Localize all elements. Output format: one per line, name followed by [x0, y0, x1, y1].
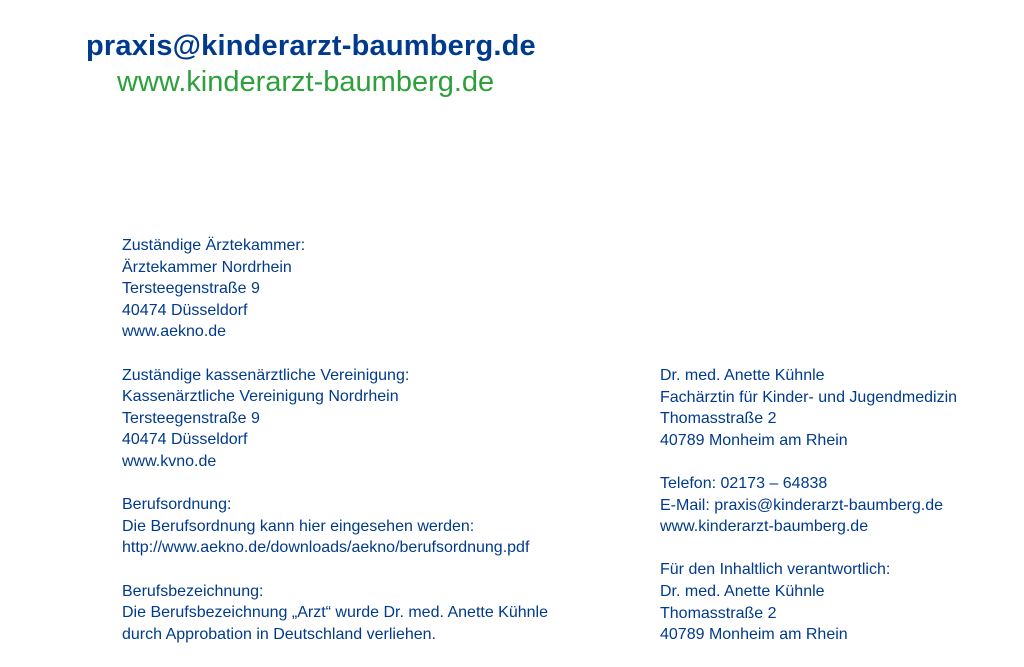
kv-title: Zuständige kassenärztliche Vereinigung:: [122, 366, 410, 384]
practice-block: [660, 365, 957, 451]
practice-specialty: Fachärztin für Kinder- und Jugendmedizin: [660, 388, 958, 406]
left-column: [122, 235, 548, 667]
contact-email-link[interactable]: E-Mail: praxis@kinderarzt-baumberg.de: [660, 496, 944, 514]
contact-web-link[interactable]: www.kinderarzt-baumberg.de: [660, 518, 869, 536]
berufsbezeichnung-line2: durch Approbation in Deutschland verliehen.: [122, 625, 436, 643]
responsible-title: Für den Inhaltlich verantwortlich:: [660, 561, 891, 579]
berufsbezeichnung-line1: Die Berufsbezeichnung „Arzt“ wurde Dr. med. Anette Kühnle: [122, 604, 548, 622]
header-email-link[interactable]: praxis@kinderarzt-baumberg.de: [86, 30, 536, 62]
aerztekammer-block: [122, 235, 548, 343]
practice-name: Dr. med. Anette Kühnle: [660, 367, 825, 384]
kv-street: Tersteegenstraße 9: [122, 409, 260, 427]
berufsordnung-title: Berufsordnung:: [122, 496, 232, 514]
responsible-street: Thomasstraße 2: [660, 604, 777, 622]
contact-block: [660, 473, 957, 538]
berufsordnung-text: Die Berufsordnung kann hier eingesehen werden:: [122, 517, 475, 535]
berufsbezeichnung-title: Berufsbezeichnung:: [122, 582, 264, 600]
practice-city: 40789 Monheim am Rhein: [660, 431, 848, 449]
header-website-link[interactable]: www.kinderarzt-baumberg.de: [117, 66, 495, 98]
berufsordnung-pdf-link[interactable]: http://www.aekno.de/downloads/aekno/berufsordnung.pdf: [122, 539, 530, 557]
berufsordnung-block: [122, 494, 548, 559]
responsible-block: [660, 559, 957, 645]
aerztekammer-city: 40474 Düsseldorf: [122, 301, 248, 319]
aerztekammer-title: Zuständige Ärztekammer:: [122, 237, 306, 254]
kv-city: 40474 Düsseldorf: [122, 431, 248, 449]
responsible-city: 40789 Monheim am Rhein: [660, 626, 848, 644]
practice-street: Thomasstraße 2: [660, 410, 777, 428]
kv-name: Kassenärztliche Vereinigung Nordrhein: [122, 388, 399, 406]
aerztekammer-web-link[interactable]: www.aekno.de: [122, 323, 227, 341]
right-column: [660, 365, 957, 667]
kv-block: [122, 365, 548, 473]
berufsbezeichnung-block: [122, 581, 548, 646]
aerztekammer-street: Tersteegenstraße 9: [122, 280, 260, 298]
contact-phone[interactable]: Telefon: 02173 – 64838: [660, 474, 828, 492]
responsible-name: Dr. med. Anette Kühnle: [660, 582, 825, 600]
kv-web-link[interactable]: www.kvno.de: [122, 452, 217, 470]
aerztekammer-name: Ärztekammer Nordrhein: [122, 258, 292, 276]
